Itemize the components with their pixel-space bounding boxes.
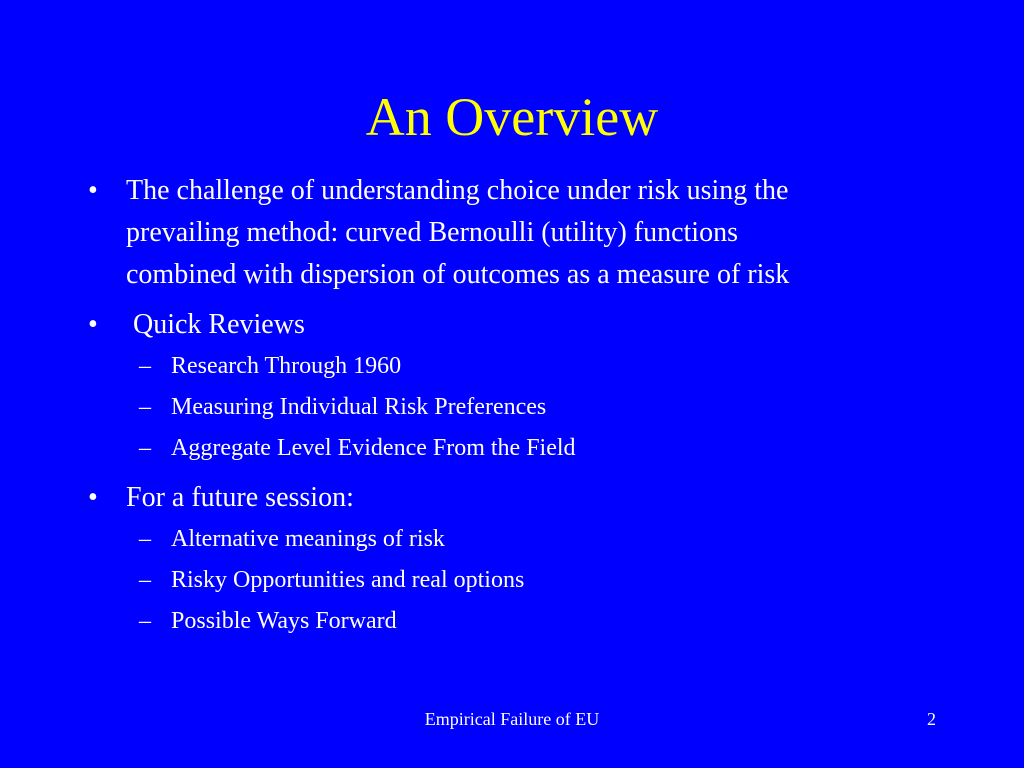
bullet-text-line: The challenge of understanding choice under risk using the <box>126 175 789 206</box>
sub-item-text: Aggregate Level Evidence From the Field <box>171 435 576 461</box>
sub-item <box>0 560 1024 601</box>
sub-item-text: Alternative meanings of risk <box>171 526 445 552</box>
slide-title: An Overview <box>365 87 659 147</box>
sub-item <box>0 519 1024 560</box>
bullet-text-line: combined with dispersion of outcomes as a measure of risk <box>126 259 790 290</box>
sub-glyph: – <box>139 394 151 420</box>
sub-glyph: – <box>139 353 151 379</box>
sub-item-text: Possible Ways Forward <box>171 608 397 634</box>
sub-item <box>0 346 1024 387</box>
sub-item-text: Risky Opportunities and real options <box>171 567 525 593</box>
bullet-text: For a future session: <box>126 482 354 513</box>
bullet-item <box>0 477 1024 519</box>
sub-glyph: – <box>139 435 151 461</box>
sub-glyph: – <box>139 526 151 552</box>
sub-item-text: Research Through 1960 <box>171 353 402 379</box>
sub-glyph: – <box>139 608 151 634</box>
bullet-glyph: • <box>88 482 98 513</box>
sub-item <box>0 387 1024 428</box>
bullet-glyph: • <box>88 309 98 340</box>
footer-title: Empirical Failure of EU <box>424 709 600 729</box>
bullet-item <box>0 304 1024 346</box>
bullet-text: Quick Reviews <box>126 309 305 340</box>
sub-glyph: – <box>139 567 151 593</box>
slide-body <box>0 170 1024 642</box>
bullet-text-line: prevailing method: curved Bernoulli (utility) functions <box>126 217 738 248</box>
sub-item <box>0 428 1024 469</box>
bullet-item <box>0 170 1024 296</box>
page-number: 2 <box>927 709 936 729</box>
sub-item <box>0 601 1024 642</box>
bullet-glyph: • <box>88 175 98 206</box>
sub-item-text: Measuring Individual Risk Preferences <box>171 394 547 420</box>
